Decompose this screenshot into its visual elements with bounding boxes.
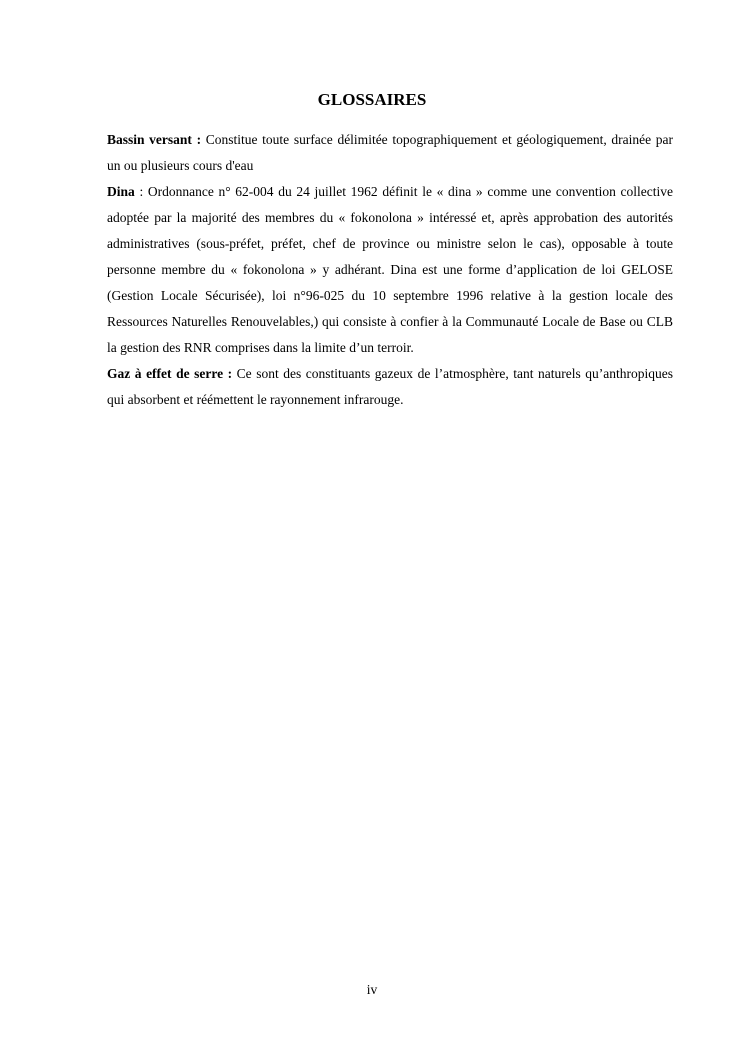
glossary-entry-dina bbox=[107, 179, 673, 361]
glossary-term: Bassin versant : bbox=[107, 132, 202, 147]
page-title: GLOSSAIRES bbox=[317, 90, 427, 109]
glossary-entry-bassin-versant bbox=[107, 127, 673, 179]
glossary-term: Gaz à effet de serre : bbox=[107, 366, 233, 381]
page-number: iv bbox=[366, 982, 378, 997]
glossary-definition: Ce sont des constituants gazeux de l’atmosphère, tant naturels qu’anthropiques qui absorbent et réémettent le rayonnement infrarouge. bbox=[107, 366, 674, 407]
glossary-entry-gaz-effet-de-serre bbox=[107, 361, 673, 413]
glossary-definition: : Ordonnance n° 62-004 du 24 juillet 1962 définit le « dina » comme une convention collective adoptée par la majorité des membres du « fokonolona » intéressé et, après approbation des autorités administratives (sous-préfet, préfet, chef de province ou ministre selon le cas), opposable à toute personne membre du « fokonolona » y adhérant. Dina est une forme d’application de loi GELOSE (Gestion Locale Sécurisée), loi n°96-025 du 10 septembre 1996 relative à la gestion locale des Ressources Naturelles Renouvelables,) qui consiste à confier à la Communauté Locale de Base ou CLB la gestion des RNR comprises dans la limite d’un terroir. bbox=[107, 184, 674, 355]
glossary-definition: Constitue toute surface délimitée topographiquement et géologiquement, drainée par un ou plusieurs cours d'eau bbox=[107, 132, 673, 173]
glossary-list bbox=[107, 127, 673, 413]
glossary-term: Dina bbox=[107, 184, 135, 199]
